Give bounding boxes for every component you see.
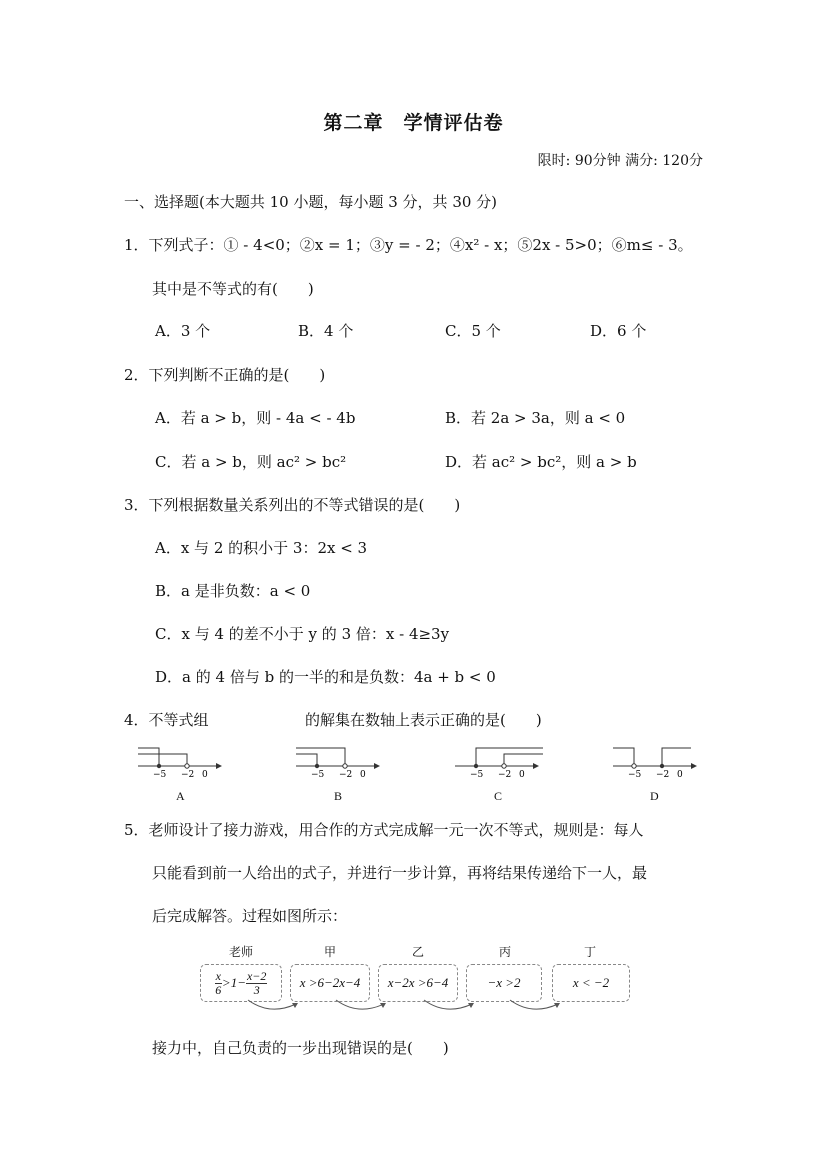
number-line-c[interactable] [455, 742, 545, 780]
q1-option-c[interactable]: C．5 个 [445, 322, 501, 340]
q3-stem: 3．下列根据数量关系列出的不等式错误的是( ) [124, 496, 461, 514]
relay-box-ding: x < −2 [552, 964, 630, 1002]
q1-option-a[interactable]: A．3 个 [155, 322, 211, 340]
tick-label: −2 [656, 770, 670, 780]
number-line-a[interactable] [138, 742, 222, 780]
caption-a: A [176, 789, 185, 803]
q2-stem: 2．下列判断不正确的是( ) [124, 366, 326, 384]
relay-box-teacher: $\frac{x}{6}$ >1− $\frac{x-2}{3}$ [200, 964, 282, 1002]
tick-label: −5 [311, 770, 325, 780]
q3-option-d[interactable]: D．a 的 4 倍与 b 的一半的和是负数：4a + b < 0 [155, 668, 496, 686]
q1-option-b[interactable]: B．4 个 [298, 322, 354, 340]
time-score-limit: 限时: 90分钟 满分: 120分 [537, 153, 703, 169]
relay-name-teacher: 老师 [228, 945, 253, 959]
tick-label: −2 [181, 770, 195, 780]
caption-b: B [334, 789, 343, 803]
q2-option-d[interactable]: D．若 ac² > bc²，则 a > b [445, 453, 637, 471]
q4-stem-a: 4．不等式组 [124, 711, 209, 729]
q5-line2: 只能看到前一人给出的式子，并进行一步计算，再将结果传递给下一人，最 [152, 864, 648, 882]
relay-name-yi: 乙 [411, 945, 424, 959]
q2-option-b[interactable]: B．若 2a > 3a，则 a < 0 [445, 409, 626, 427]
q4-stem-b: 的解集在数轴上表示正确的是( ) [305, 711, 542, 729]
tick-label: 0 [519, 770, 525, 780]
page-title: 第二章 学情评估卷 [323, 112, 504, 134]
relay-name-bing: 丙 [498, 945, 511, 959]
relay-name-ding: 丁 [583, 945, 596, 959]
relay-name-jia: 甲 [323, 945, 336, 959]
q5-line3: 后完成解答。过程如图所示： [152, 907, 348, 925]
q2-option-a[interactable]: A．若 a > b，则 - 4a < - 4b [155, 409, 356, 427]
caption-c: C [494, 789, 503, 803]
tick-label: −2 [498, 770, 512, 780]
q5-line1: 5．老师设计了接力游戏，用合作的方式完成解一元一次不等式，规则是：每人 [124, 821, 644, 839]
section-heading: 一、选择题(本大题共 10 小题，每小题 3 分，共 30 分) [124, 193, 498, 211]
q3-option-b[interactable]: B．a 是非负数：a < 0 [155, 582, 311, 600]
tick-label: −2 [339, 770, 353, 780]
relay-box-yi: x−2x >6−4 [378, 964, 458, 1002]
tick-label: 0 [202, 770, 208, 780]
q2-option-c[interactable]: C．若 a > b，则 ac² > bc² [155, 453, 347, 471]
tick-label: 0 [677, 770, 683, 780]
q3-option-c[interactable]: C．x 与 4 的差不小于 y 的 3 倍：x - 4≥3y [155, 625, 450, 643]
q1-stem: 1．下列式子：① - 4<0；②x = 1；③y = - 2；④x² - x；⑤2x - 5>0；⑥m≤ - 3。 [124, 236, 693, 254]
number-line-d[interactable] [613, 742, 703, 780]
tick-label: −5 [470, 770, 484, 780]
relay-box-bing: −x >2 [466, 964, 542, 1002]
q3-option-a[interactable]: A．x 与 2 的积小于 3：2x < 3 [155, 539, 368, 557]
q1-option-d[interactable]: D．6 个 [590, 322, 647, 340]
tick-label: −5 [628, 770, 642, 780]
tick-label: 0 [360, 770, 366, 780]
q5-tail: 接力中，自己负责的一步出现错误的是( ) [152, 1039, 449, 1057]
tick-label: −5 [153, 770, 167, 780]
caption-d: D [650, 789, 659, 803]
relay-arrows [240, 998, 600, 1018]
number-line-b[interactable] [296, 742, 380, 780]
q1-stem2: 其中是不等式的有( ) [152, 280, 314, 298]
relay-box-jia: x >6−2x−4 [290, 964, 370, 1002]
